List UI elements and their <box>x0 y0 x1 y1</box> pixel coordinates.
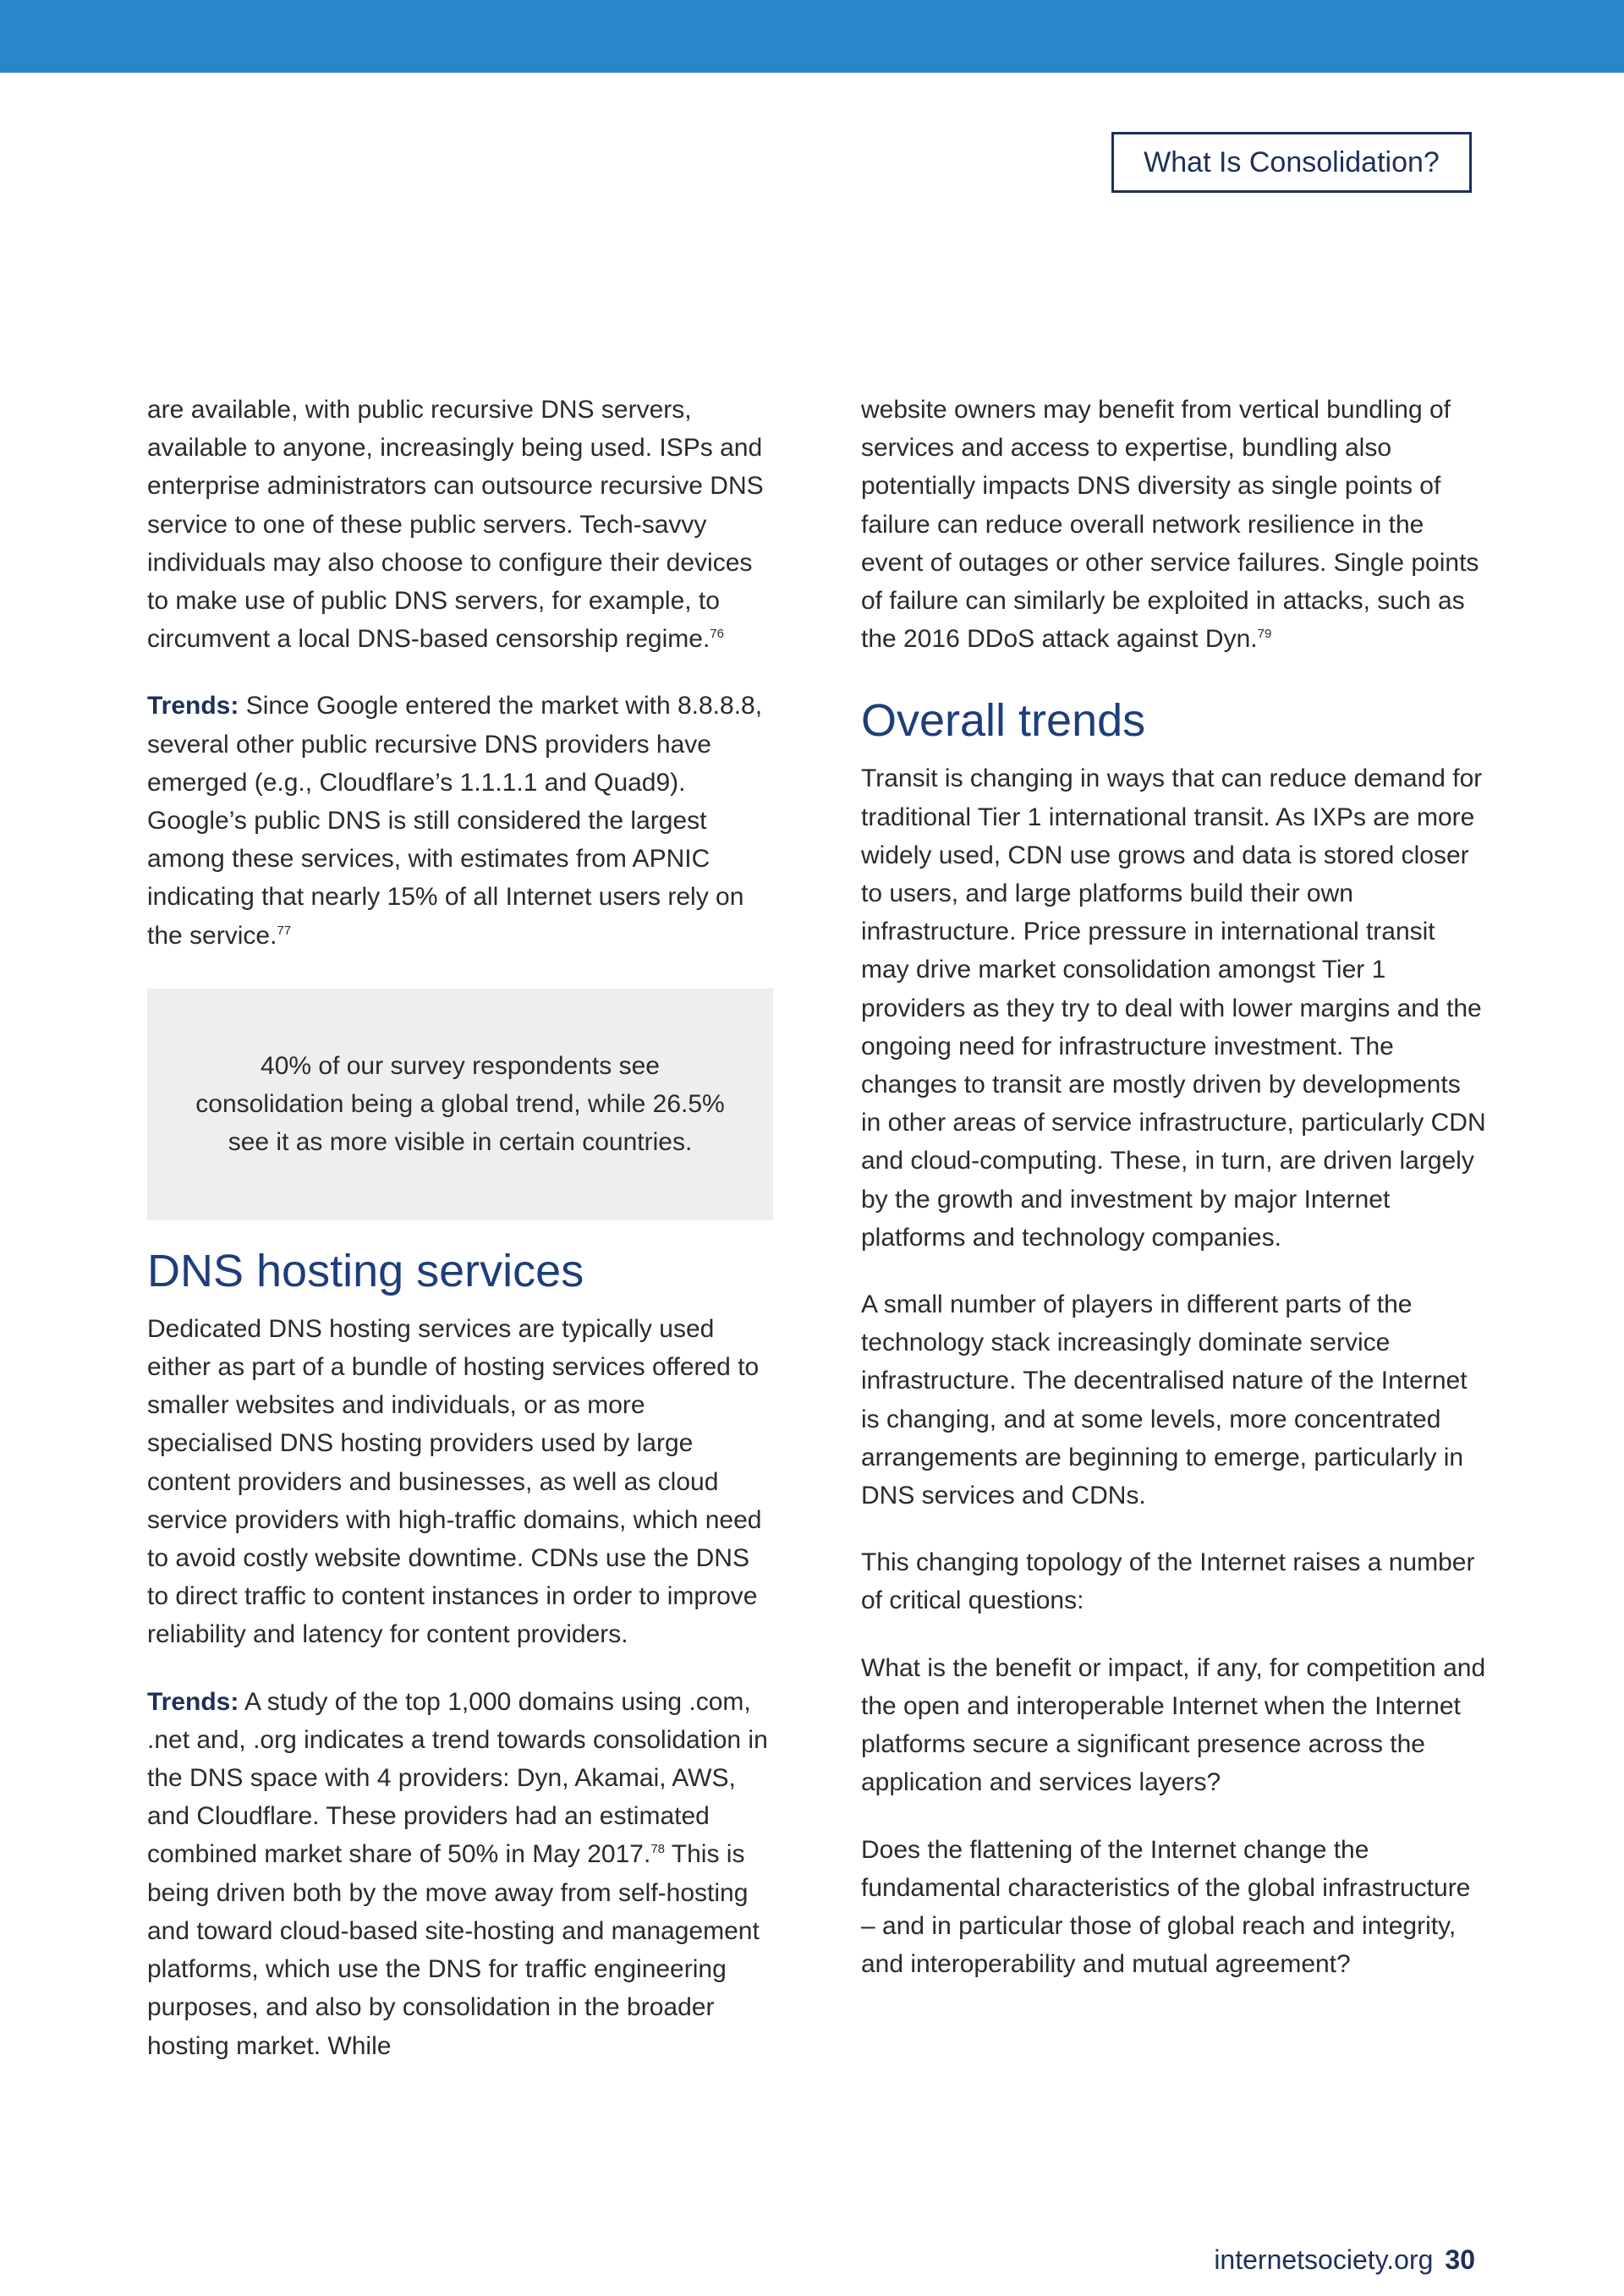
paragraph-topology: This changing topology of the Internet raises a number of critical questions: <box>861 1548 1475 1615</box>
paragraph-question-competition: What is the benefit or impact, if any, for competition and the open and interoperable Internet when the Internet platforms secure a significant presence across the application and services layers? <box>861 1653 1486 1797</box>
footer-site-link[interactable]: internetsociety.org <box>1214 2244 1434 2275</box>
paragraph-public-dns: are available, with public recursive DNS servers, available to anyone, increasingly being used. ISPs and enterprise administrators can outsource recursive DNS service to one of these public servers. Tech-savvy individuals may also choose to configure their devices to make use of public DNS servers, for example, to circumvent a local DNS-based censorship regime.$^{76}$ <box>147 396 764 654</box>
trends-label: Trends: <box>147 692 239 721</box>
footnote-ref-78[interactable]: 78 <box>650 1842 665 1857</box>
footnote-ref-76[interactable]: 76 <box>710 627 724 642</box>
page-number: 30 <box>1445 2244 1475 2275</box>
section-label: What Is Consolidation? <box>1111 132 1472 193</box>
dns-hosting-heading: DNS hosting services <box>147 1245 584 1296</box>
right-column <box>861 391 1487 1983</box>
paragraph-transit: Transit is changing in ways that can reduce demand for traditional Tier 1 international transit. As IXPs are more widely used, CDN use grows and data is stored closer to users, and large platforms build their own infrastructure. Price pressure in international transit may drive market consolidation amongst Tier 1 providers as they try to deal with lower margins and the ongoing need for infrastructure investment. The changes to transit are mostly driven by developments in other areas of service infrastructure, particularly CDN and cloud-computing. These, in turn, are driven largely by the growth and investment by major Internet platforms and technology companies. <box>861 764 1486 1252</box>
overall-trends-heading: Overall trends <box>861 695 1146 747</box>
left-column <box>147 391 773 2065</box>
top-color-bar <box>0 0 1624 73</box>
paragraph-question-flattening: Does the flattening of the Internet change the fundamental characteristics of the global infrastructure – and in particular those of global reach and integrity, and interoperability and mutual agreement? <box>861 1835 1471 1979</box>
page-footer <box>1214 2243 1475 2277</box>
survey-callout-text: 40% of our survey respondents see consolidation being a global trend, while 26.5% see it as more visible in certain countries. <box>195 1052 725 1157</box>
paragraph-bundling: website owners may benefit from vertical bundling of services and access to expertise, bundling also potentially impacts DNS diversity as single points of failure can reduce overall network resilience in the event of outages or other service failures. Single points of failure can similarly be exploited in attacks, such as the 2016 DDoS attack against Dyn.$^{79}$ <box>861 396 1479 654</box>
paragraph-technology-stack: A small number of players in different parts of the technology stack increasingly dominate service infrastructure. The decentralised nature of the Internet is changing, and at some levels, more concentrated arrangements are beginning to emerge, particularly in DNS services and CDNs. <box>861 1290 1468 1510</box>
paragraph-dns-hosting: Dedicated DNS hosting services are typically used either as part of a bundle of hosting services offered to smaller websites and individuals, or as more specialised DNS hosting providers used by large content providers and businesses, as well as cloud service providers with high-traffic domains, which need to avoid costly website downtime. CDNs use the DNS to direct traffic to content instances in order to improve reliability and latency for content providers. <box>147 1314 762 1649</box>
paragraph-hosting-trends: Trends: A study of the top 1,000 domains using .com, .net and, .org indicates a trend towards consolidation in the DNS space with 4 providers: Dyn, Akamai, AWS, and Cloudflare. These providers had an estimated combined market share of 50% in May 2017.78 This is being driven both by the move away from self-hosting and toward cloud-based site-hosting and management platforms, which use the DNS for traffic engineering purposes, and also by consolidation in the broader hosting market. While <box>147 1687 768 2060</box>
footnote-ref-79[interactable]: 79 <box>1257 627 1272 642</box>
paragraph-dns-trends: Trends: Since Google entered the market with 8.8.8.8, several other public recursive DNS providers have emerged (e.g., Cloudflare’s 1.1.1.1 and Quad9). Google’s public DNS is still considered the largest among these services, with estimates from APNIC indicating that nearly 15% of all Internet users rely on the service.$^{77}$ <box>147 692 763 950</box>
footnote-ref-77[interactable]: 77 <box>277 923 292 938</box>
trends-label: Trends: <box>147 1687 239 1716</box>
survey-callout-box <box>147 989 773 1220</box>
